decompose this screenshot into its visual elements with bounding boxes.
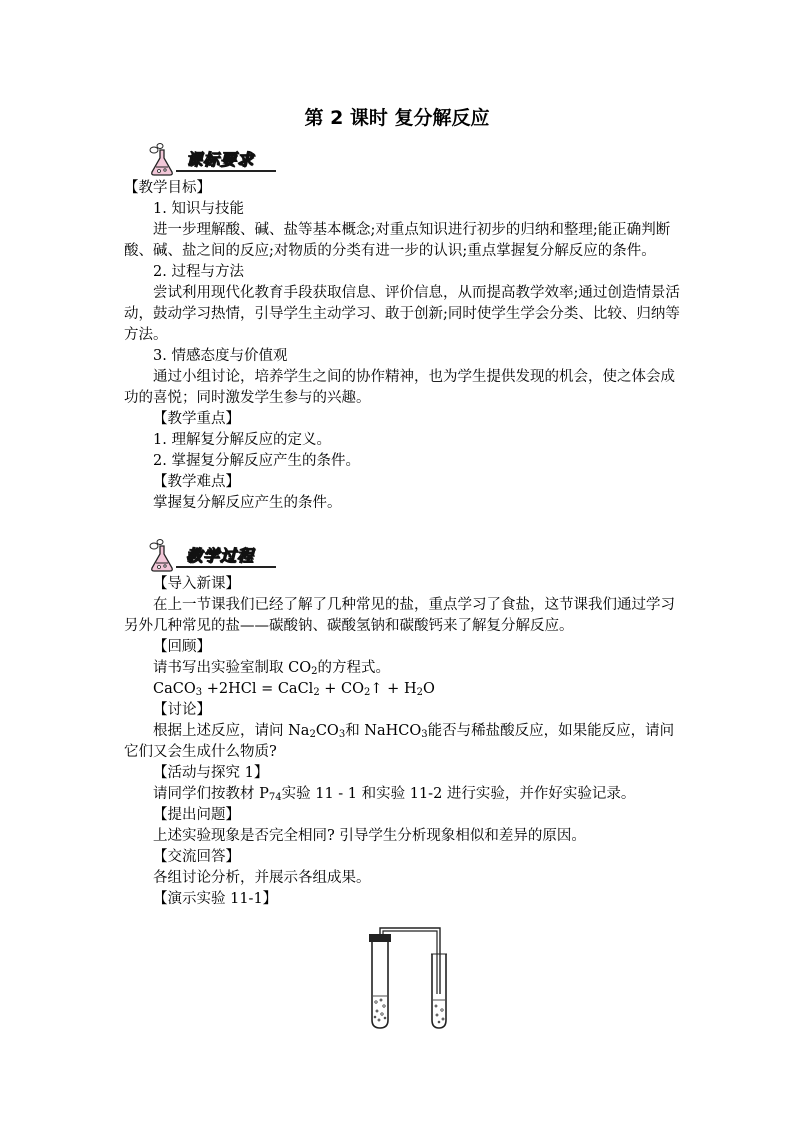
answer-body: 各组讨论分析，并展示各组成果。 bbox=[153, 870, 371, 886]
heading-review: 【回顾】 bbox=[153, 639, 211, 655]
section-banner-process bbox=[146, 538, 276, 574]
difficulty-body: 掌握复分解反应产生的条件。 bbox=[153, 495, 342, 511]
discussion-body: 根据上述反应，请问 $Na_2CO_3$和 NaHCO$_3$能否与稀盐酸反应，如果能反应，请问它们又会生成什么物质? bbox=[124, 723, 675, 760]
banner-label: 教学过程 bbox=[186, 546, 255, 565]
banner-underline bbox=[176, 170, 276, 172]
goal-3-heading: 3. 情感态度与价值观 bbox=[153, 348, 288, 364]
chemical-equation: CaCO$_3$ +2HCl = CaCl$_2$ + $CO_2↑ + H_2O$ bbox=[153, 681, 435, 698]
key-point-2: 2. 掌握复分解反应产生的条件。 bbox=[153, 453, 360, 469]
intro-body: 在上一节课我们已经了解了几种常见的盐，重点学习了食盐，这节课我们通过学习另外几种常见的盐——碳酸钠、碳酸氢钠和碳酸钙来了解复分解反应。 bbox=[124, 597, 675, 634]
review-body: 请书写出实验室制取 $CO_2$的方程式。 bbox=[153, 660, 390, 677]
heading-key-points: 【教学重点】 bbox=[153, 411, 240, 427]
goal-1-heading: 1. 知识与技能 bbox=[153, 201, 244, 217]
banner-label: 课标要求 bbox=[186, 150, 255, 169]
heading-difficulties: 【教学难点】 bbox=[153, 474, 240, 490]
heading-discussion: 【讨论】 bbox=[153, 702, 211, 718]
heading-answer: 【交流回答】 bbox=[153, 849, 240, 865]
activity-body: 请同学们按教材 $P_{74}$实验 11 - 1 和实验 11-2 进行实验，并作好实验记录。 bbox=[153, 786, 636, 803]
section-standards bbox=[124, 178, 680, 514]
heading-question: 【提出问题】 bbox=[153, 807, 240, 823]
flask-icon bbox=[146, 142, 184, 178]
question-body: 上述实验现象是否完全相同? 引导学生分析现象相似和差异的原因。 bbox=[153, 828, 586, 844]
goal-1-body: 进一步理解酸、碱、盐等基本概念;对重点知识进行初步的归纳和整理;能正确判断酸、碱、盐之间的反应;对物质的分类有进一步的认识;重点掌握复分解反应的条件。 bbox=[124, 222, 671, 259]
key-point-1: 1. 理解复分解反应的定义。 bbox=[153, 432, 331, 448]
goal-3-body: 通过小组讨论，培养学生之间的协作精神，也为学生提供发现的机会，使之体会成功的喜悦；同时激发学生参与的兴趣。 bbox=[124, 369, 675, 406]
goal-2-body: 尝试利用现代化教育手段获取信息、评价信息，从而提高教学效率;通过创造情景活动，鼓动学习热情，引导学生主动学习、敢于创新;同时使学生学会分类、比较、归纳等方法。 bbox=[124, 285, 680, 343]
page-title: 第 2 课时 复分解反应 bbox=[304, 107, 490, 129]
heading-demo-11-1: 【演示实验 11-1】 bbox=[153, 891, 278, 907]
flask-icon bbox=[146, 538, 184, 574]
banner-underline bbox=[176, 566, 276, 568]
goal-2-heading: 2. 过程与方法 bbox=[153, 264, 244, 280]
heading-activity-1: 【活动与探究 1】 bbox=[153, 765, 269, 781]
section-process bbox=[124, 574, 680, 910]
test-tube-apparatus-illustration bbox=[362, 924, 462, 1034]
heading-intro: 【导入新课】 bbox=[153, 576, 240, 592]
section-banner-standards bbox=[146, 142, 276, 178]
heading-teaching-goals: 【教学目标】 bbox=[124, 180, 211, 196]
